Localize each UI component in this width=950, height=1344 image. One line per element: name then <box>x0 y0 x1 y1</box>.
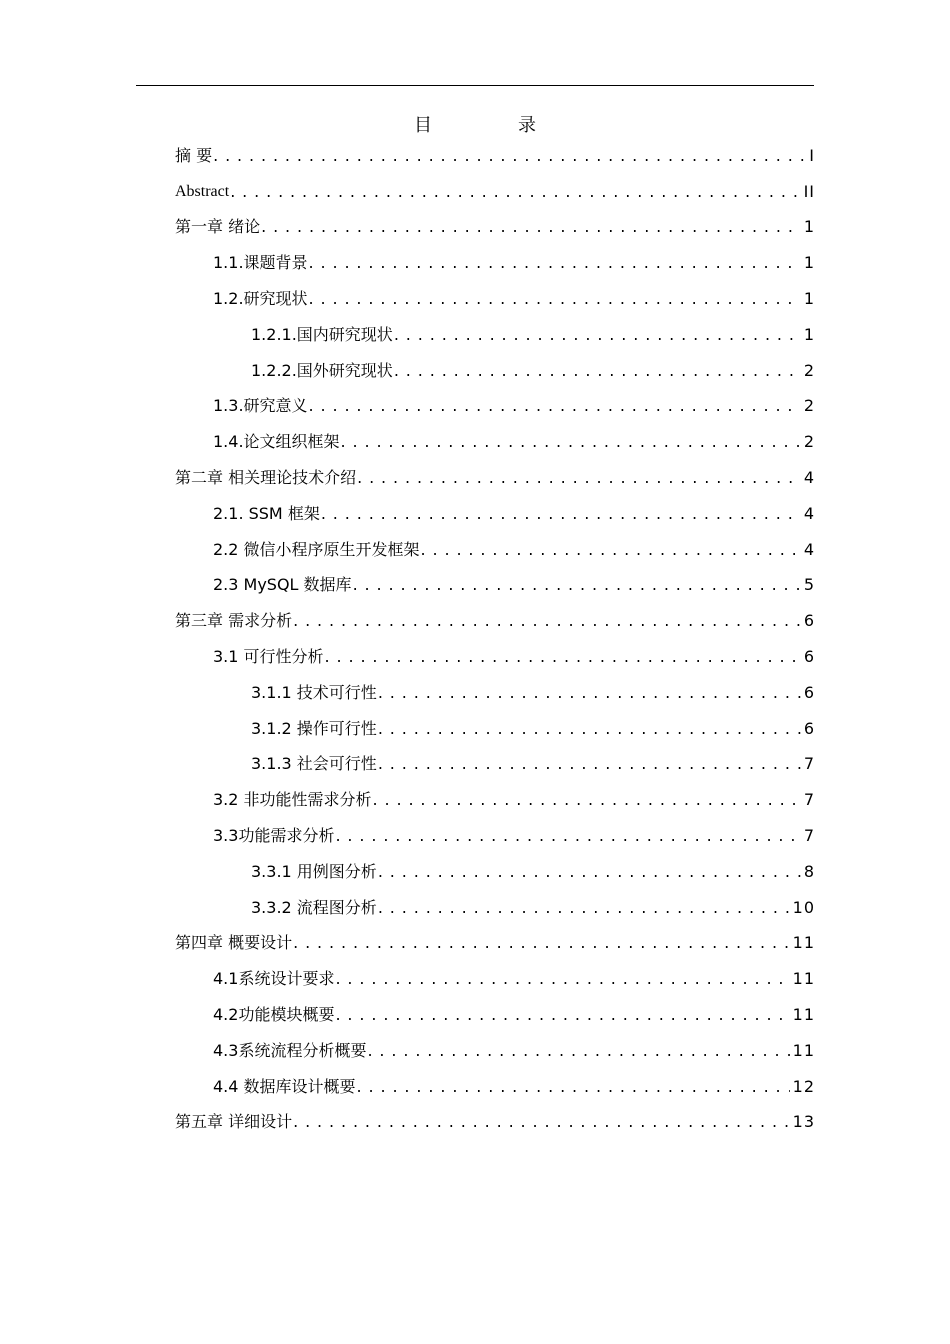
toc-entry-label: 3.1.2 操作可行性 <box>251 718 377 738</box>
toc-dot-leader <box>378 719 801 739</box>
toc-entry-label: 1.4.论文组织框架 <box>213 432 340 452</box>
toc-entry[interactable] <box>175 672 815 708</box>
toc-entry-page-number: 1 <box>803 324 815 344</box>
toc-entry-page-number: 2 <box>803 360 815 380</box>
toc-entry-label: 1.2.2.国外研究现状 <box>251 360 393 380</box>
toc-entry[interactable] <box>175 815 815 851</box>
toc-entry[interactable] <box>175 958 815 994</box>
toc-entry-page-number: 6 <box>803 682 815 702</box>
toc-dot-leader <box>261 217 801 237</box>
toc-entry-label: 3.3.2 流程图分析 <box>251 897 377 917</box>
toc-entry[interactable] <box>175 135 815 171</box>
toc-entry-page-number: 11 <box>792 933 815 953</box>
toc-entry-page-number: 1 <box>803 217 815 237</box>
toc-entry[interactable] <box>175 493 815 529</box>
toc-dot-leader <box>293 933 790 953</box>
toc-entry-page-number: 12 <box>792 1076 815 1096</box>
toc-entry[interactable] <box>175 421 815 457</box>
toc-dot-leader <box>394 361 801 381</box>
toc-entry-label: 摘 要 <box>175 145 213 165</box>
toc-entry-page-number: 11 <box>792 1040 815 1060</box>
toc-list <box>175 135 815 1137</box>
toc-dot-leader <box>357 468 801 488</box>
toc-dot-leader <box>378 862 801 882</box>
toc-entry-label: 4.3系统流程分析概要 <box>213 1040 367 1060</box>
toc-entry-label: 1.2.研究现状 <box>213 288 308 308</box>
toc-entry-label: 第一章 绪论 <box>175 217 261 237</box>
toc-entry-page-number: 11 <box>792 969 815 989</box>
toc-entry-page-number: 4 <box>803 503 815 523</box>
toc-dot-leader <box>357 1077 790 1097</box>
toc-entry-label: 2.3 MySQL 数据库 <box>213 575 352 595</box>
toc-entry-label: 1.2.1.国内研究现状 <box>251 324 393 344</box>
toc-dot-leader <box>378 754 801 774</box>
toc-entry-page-number: 7 <box>803 790 815 810</box>
toc-entry-page-number: 13 <box>792 1112 815 1132</box>
toc-entry[interactable] <box>175 457 815 493</box>
toc-entry-page-number: II <box>803 181 815 201</box>
toc-entry-label: 3.1.3 社会可行性 <box>251 754 377 774</box>
toc-dot-leader <box>378 898 790 918</box>
toc-dot-leader <box>353 575 801 595</box>
toc-entry-label: 第二章 相关理论技术介绍 <box>175 467 357 487</box>
toc-entry[interactable] <box>175 600 815 636</box>
toc-entry-page-number: 8 <box>803 861 815 881</box>
toc-entry-label: 第五章 详细设计 <box>175 1112 293 1132</box>
toc-dot-leader <box>309 396 801 416</box>
toc-dot-leader <box>325 647 801 667</box>
toc-entry[interactable] <box>175 779 815 815</box>
toc-entry-label: 2.2 微信小程序原生开发框架 <box>213 539 420 559</box>
toc-entry-label: 4.4 数据库设计概要 <box>213 1076 356 1096</box>
toc-entry-page-number: 4 <box>803 467 815 487</box>
toc-entry-page-number: 5 <box>803 575 815 595</box>
header-rule <box>136 85 814 86</box>
toc-entry[interactable] <box>175 207 815 243</box>
toc-dot-leader <box>378 683 801 703</box>
toc-entry[interactable] <box>175 1066 815 1102</box>
toc-entry-page-number: 7 <box>803 754 815 774</box>
toc-entry-page-number: 4 <box>803 539 815 559</box>
toc-entry-label: 第三章 需求分析 <box>175 611 293 631</box>
toc-dot-leader <box>321 504 801 524</box>
toc-entry-page-number: 2 <box>803 396 815 416</box>
toc-entry[interactable] <box>175 565 815 601</box>
toc-dot-leader <box>309 253 801 273</box>
toc-dot-leader <box>373 790 801 810</box>
toc-entry-label: 3.1.1 技术可行性 <box>251 682 377 702</box>
toc-entry-page-number: 7 <box>803 825 815 845</box>
toc-dot-leader <box>293 1112 790 1132</box>
toc-dot-leader <box>367 1041 789 1061</box>
toc-entry-label: 1.1.课题背景 <box>213 253 308 273</box>
toc-entry[interactable] <box>175 994 815 1030</box>
toc-entry[interactable] <box>175 1102 815 1138</box>
toc-dot-leader <box>213 146 806 166</box>
toc-dot-leader <box>335 969 789 989</box>
toc-entry[interactable] <box>175 923 815 959</box>
toc-entry-page-number: 1 <box>803 253 815 273</box>
toc-entry-label: 3.3功能需求分析 <box>213 825 335 845</box>
toc-entry[interactable] <box>175 350 815 386</box>
toc-entry-page-number: 6 <box>803 611 815 631</box>
toc-entry-page-number: 2 <box>803 432 815 452</box>
toc-entry-page-number: 10 <box>792 897 815 917</box>
toc-entry[interactable] <box>175 744 815 780</box>
toc-entry[interactable] <box>175 708 815 744</box>
toc-entry-label: 4.1系统设计要求 <box>213 969 335 989</box>
toc-entry[interactable] <box>175 278 815 314</box>
toc-entry[interactable] <box>175 171 815 207</box>
toc-dot-leader <box>335 1005 789 1025</box>
toc-entry-label: 3.2 非功能性需求分析 <box>213 790 372 810</box>
toc-entry-label: 1.3.研究意义 <box>213 396 308 416</box>
toc-entry-label: 第四章 概要设计 <box>175 933 293 953</box>
toc-dot-leader <box>309 289 801 309</box>
toc-dot-leader <box>293 611 801 631</box>
toc-entry[interactable] <box>175 851 815 887</box>
toc-entry-page-number: 11 <box>792 1004 815 1024</box>
toc-entry-page-number: I <box>809 145 815 165</box>
toc-entry-page-number: 6 <box>803 646 815 666</box>
toc-entry[interactable] <box>175 529 815 565</box>
toc-entry[interactable] <box>175 636 815 672</box>
toc-title: 目 录 <box>414 115 570 136</box>
toc-dot-leader <box>230 182 800 202</box>
toc-entry[interactable] <box>175 242 815 278</box>
toc-entry-label: Abstract <box>175 182 230 200</box>
toc-dot-leader <box>394 325 801 345</box>
toc-entry-page-number: 6 <box>803 718 815 738</box>
toc-dot-leader <box>341 432 801 452</box>
toc-entry-label: 2.1. SSM 框架 <box>213 503 320 523</box>
toc-dot-leader <box>421 540 801 560</box>
toc-entry-page-number: 1 <box>803 288 815 308</box>
toc-entry-label: 4.2功能模块概要 <box>213 1004 335 1024</box>
toc-entry[interactable] <box>175 1030 815 1066</box>
toc-entry[interactable] <box>175 386 815 422</box>
toc-entry[interactable] <box>175 314 815 350</box>
toc-entry[interactable] <box>175 887 815 923</box>
toc-entry-label: 3.1 可行性分析 <box>213 646 324 666</box>
toc-entry-label: 3.3.1 用例图分析 <box>251 861 377 881</box>
toc-dot-leader <box>335 826 800 846</box>
